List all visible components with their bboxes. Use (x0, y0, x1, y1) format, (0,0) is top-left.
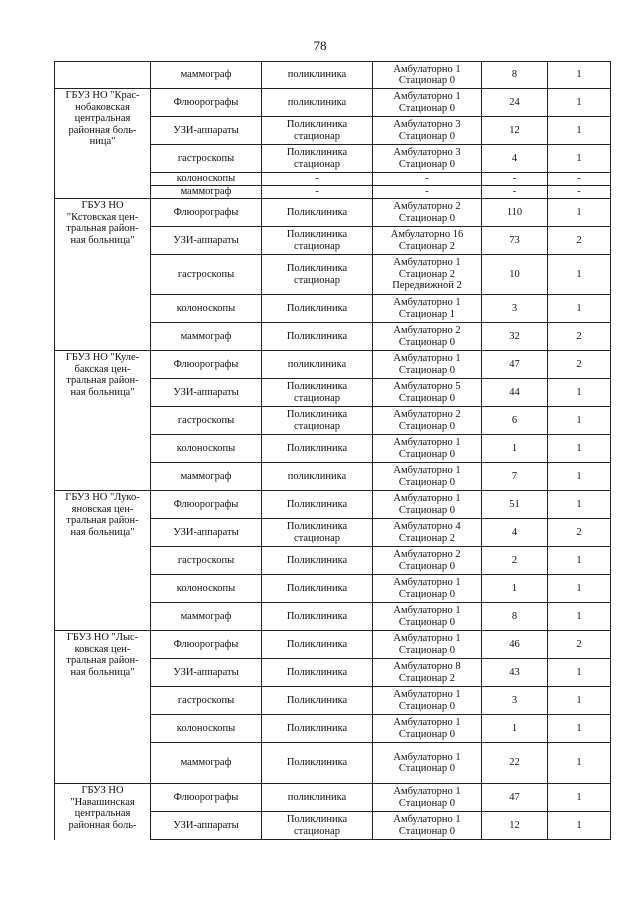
location-cell: поликлиника (262, 463, 373, 491)
mode-cell: Амбулаторно 2 Стационар 0 (373, 199, 482, 227)
equipment-type-cell: УЗИ-аппараты (151, 519, 262, 547)
equipment-type-cell: маммограф (151, 463, 262, 491)
mode-cell: Амбулаторно 1 Стационар 0 (373, 743, 482, 784)
mode-cell: Амбулаторно 8 Стационар 2 (373, 659, 482, 687)
shift-cell: 1 (548, 687, 611, 715)
equipment-type-cell: УЗИ-аппараты (151, 227, 262, 255)
count-cell: 12 (482, 117, 548, 145)
equipment-type-cell: колоноскопы (151, 435, 262, 463)
count-cell: 2 (482, 547, 548, 575)
mode-cell: Амбулаторно 1 Стационар 0 (373, 62, 482, 89)
count-cell: 73 (482, 227, 548, 255)
shift-cell: 1 (548, 117, 611, 145)
mode-cell: Амбулаторно 1 Стационар 0 (373, 575, 482, 603)
table-row (55, 62, 611, 89)
mode-cell: Амбулаторно 1 Стационар 0 (373, 435, 482, 463)
table-row (55, 199, 611, 227)
shift-cell: 2 (548, 519, 611, 547)
table-row (55, 89, 611, 117)
count-cell: 32 (482, 323, 548, 351)
equipment-type-cell: Флюорографы (151, 784, 262, 812)
location-cell: Поликлиника стационар (262, 255, 373, 295)
count-cell: 6 (482, 407, 548, 435)
mode-cell: Амбулаторно 16 Стационар 2 (373, 227, 482, 255)
equipment-type-cell: УЗИ-аппараты (151, 117, 262, 145)
mode-cell: Амбулаторно 2 Стационар 0 (373, 407, 482, 435)
equipment-type-cell: маммограф (151, 62, 262, 89)
equipment-type-cell: Флюорографы (151, 491, 262, 519)
shift-cell: 1 (548, 379, 611, 407)
equipment-type-cell: колоноскопы (151, 295, 262, 323)
shift-cell: 1 (548, 784, 611, 812)
count-cell: 22 (482, 743, 548, 784)
shift-cell: - (548, 173, 611, 186)
count-cell: 4 (482, 519, 548, 547)
location-cell: Поликлиника стационар (262, 812, 373, 840)
count-cell: 44 (482, 379, 548, 407)
location-cell: Поликлиника (262, 715, 373, 743)
shift-cell: 1 (548, 812, 611, 840)
shift-cell: 1 (548, 659, 611, 687)
table-row (55, 351, 611, 379)
equipment-type-cell: маммограф (151, 323, 262, 351)
mode-cell: Амбулаторно 1 Стационар 0 (373, 89, 482, 117)
shift-cell: 1 (548, 491, 611, 519)
equipment-type-cell: гастроскопы (151, 687, 262, 715)
equipment-type-cell: Флюорографы (151, 199, 262, 227)
equipment-type-cell: колоноскопы (151, 715, 262, 743)
count-cell: 8 (482, 62, 548, 89)
shift-cell: 2 (548, 631, 611, 659)
equipment-type-cell: гастроскопы (151, 255, 262, 295)
count-cell: 1 (482, 715, 548, 743)
org-cell-continued (55, 62, 151, 89)
equipment-type-cell: УЗИ-аппараты (151, 812, 262, 840)
shift-cell: 1 (548, 435, 611, 463)
location-cell: Поликлиника (262, 603, 373, 631)
mode-cell: Амбулаторно 1 Стационар 0 (373, 715, 482, 743)
shift-cell: - (548, 186, 611, 199)
equipment-type-cell: гастроскопы (151, 407, 262, 435)
count-cell: - (482, 173, 548, 186)
org-cell-navashinskaya: ГБУЗ НО "Навашинская центральная районная боль- (55, 784, 151, 840)
location-cell: поликлиника (262, 62, 373, 89)
location-cell: Поликлиника (262, 547, 373, 575)
count-cell: 12 (482, 812, 548, 840)
equipment-type-cell: маммограф (151, 743, 262, 784)
table-row (55, 491, 611, 519)
equipment-type-cell: Флюорографы (151, 351, 262, 379)
equipment-type-cell: маммограф (151, 186, 262, 199)
equipment-table (54, 61, 611, 840)
shift-cell: 2 (548, 227, 611, 255)
location-cell: - (262, 186, 373, 199)
location-cell: Поликлиника (262, 659, 373, 687)
location-cell: Поликлиника стационар (262, 379, 373, 407)
org-cell-lukoyanovskaya: ГБУЗ НО "Луко- яновская цен- тральная район- ная больница" (55, 491, 151, 631)
count-cell: 1 (482, 575, 548, 603)
shift-cell: 1 (548, 743, 611, 784)
shift-cell: 2 (548, 323, 611, 351)
location-cell: Поликлиника стационар (262, 145, 373, 173)
shift-cell: 1 (548, 199, 611, 227)
count-cell: 46 (482, 631, 548, 659)
shift-cell: 1 (548, 575, 611, 603)
location-cell: Поликлиника (262, 199, 373, 227)
location-cell: Поликлиника стационар (262, 227, 373, 255)
count-cell: 7 (482, 463, 548, 491)
count-cell: 3 (482, 687, 548, 715)
shift-cell: 1 (548, 603, 611, 631)
equipment-table-body (55, 62, 611, 840)
location-cell: поликлиника (262, 784, 373, 812)
location-cell: Поликлиника (262, 323, 373, 351)
mode-cell: Амбулаторно 1 Стационар 0 (373, 784, 482, 812)
mode-cell: Амбулаторно 1 Стационар 0 (373, 687, 482, 715)
mode-cell: Амбулаторно 1 Стационар 0 (373, 463, 482, 491)
org-cell-kstovskaya: ГБУЗ НО "Кстовская цен- тральная район- ная больница" (55, 199, 151, 351)
mode-cell: Амбулаторно 5 Стационар 0 (373, 379, 482, 407)
shift-cell: 1 (548, 547, 611, 575)
count-cell: - (482, 186, 548, 199)
shift-cell: 1 (548, 295, 611, 323)
equipment-type-cell: гастроскопы (151, 145, 262, 173)
equipment-type-cell: маммограф (151, 603, 262, 631)
mode-cell: Амбулаторно 3 Стационар 0 (373, 117, 482, 145)
location-cell: Поликлиника стационар (262, 407, 373, 435)
org-cell-kulebakskaya: ГБУЗ НО "Куле- бакская цен- тральная район- ная больница" (55, 351, 151, 491)
location-cell: поликлиника (262, 351, 373, 379)
equipment-type-cell: колоноскопы (151, 575, 262, 603)
location-cell: Поликлиника (262, 575, 373, 603)
table-row (55, 784, 611, 812)
mode-cell: Амбулаторно 1 Стационар 0 (373, 351, 482, 379)
page-number: 78 (313, 38, 327, 53)
shift-cell: 1 (548, 89, 611, 117)
equipment-type-cell: Флюорографы (151, 89, 262, 117)
count-cell: 8 (482, 603, 548, 631)
mode-cell: Амбулаторно 1 Стационар 0 (373, 812, 482, 840)
location-cell: Поликлиника (262, 631, 373, 659)
equipment-type-cell: колоноскопы (151, 173, 262, 186)
org-cell-krasnobakovskaya: ГБУЗ НО "Крас- нобаковская центральная районная боль- ница" (55, 89, 151, 199)
shift-cell: 1 (548, 145, 611, 173)
equipment-type-cell: гастроскопы (151, 547, 262, 575)
mode-cell: Амбулаторно 1 Стационар 2 Передвижной 2 (373, 255, 482, 295)
count-cell: 47 (482, 351, 548, 379)
mode-cell: Амбулаторно 1 Стационар 0 (373, 631, 482, 659)
location-cell: - (262, 173, 373, 186)
count-cell: 4 (482, 145, 548, 173)
count-cell: 47 (482, 784, 548, 812)
count-cell: 24 (482, 89, 548, 117)
equipment-type-cell: Флюорографы (151, 631, 262, 659)
org-cell-lyskovskaya: ГБУЗ НО "Лыс- ковская цен- тральная район- ная больница" (55, 631, 151, 784)
location-cell: Поликлиника (262, 743, 373, 784)
mode-cell: Амбулаторно 1 Стационар 0 (373, 603, 482, 631)
shift-cell: 1 (548, 715, 611, 743)
location-cell: Поликлиника (262, 435, 373, 463)
mode-cell: - (373, 173, 482, 186)
location-cell: Поликлиника стационар (262, 117, 373, 145)
count-cell: 51 (482, 491, 548, 519)
location-cell: Поликлиника (262, 491, 373, 519)
equipment-type-cell: УЗИ-аппараты (151, 379, 262, 407)
count-cell: 110 (482, 199, 548, 227)
count-cell: 10 (482, 255, 548, 295)
shift-cell: 2 (548, 351, 611, 379)
location-cell: Поликлиника (262, 687, 373, 715)
mode-cell: Амбулаторно 2 Стационар 0 (373, 323, 482, 351)
mode-cell: - (373, 186, 482, 199)
mode-cell: Амбулаторно 1 Стационар 1 (373, 295, 482, 323)
mode-cell: Амбулаторно 2 Стационар 0 (373, 547, 482, 575)
shift-cell: 1 (548, 407, 611, 435)
location-cell: поликлиника (262, 89, 373, 117)
mode-cell: Амбулаторно 3 Стационар 0 (373, 145, 482, 173)
count-cell: 3 (482, 295, 548, 323)
shift-cell: 1 (548, 463, 611, 491)
count-cell: 43 (482, 659, 548, 687)
shift-cell: 1 (548, 255, 611, 295)
mode-cell: Амбулаторно 1 Стационар 0 (373, 491, 482, 519)
mode-cell: Амбулаторно 4 Стационар 2 (373, 519, 482, 547)
equipment-type-cell: УЗИ-аппараты (151, 659, 262, 687)
table-row (55, 631, 611, 659)
location-cell: Поликлиника (262, 295, 373, 323)
count-cell: 1 (482, 435, 548, 463)
location-cell: Поликлиника стационар (262, 519, 373, 547)
shift-cell: 1 (548, 62, 611, 89)
